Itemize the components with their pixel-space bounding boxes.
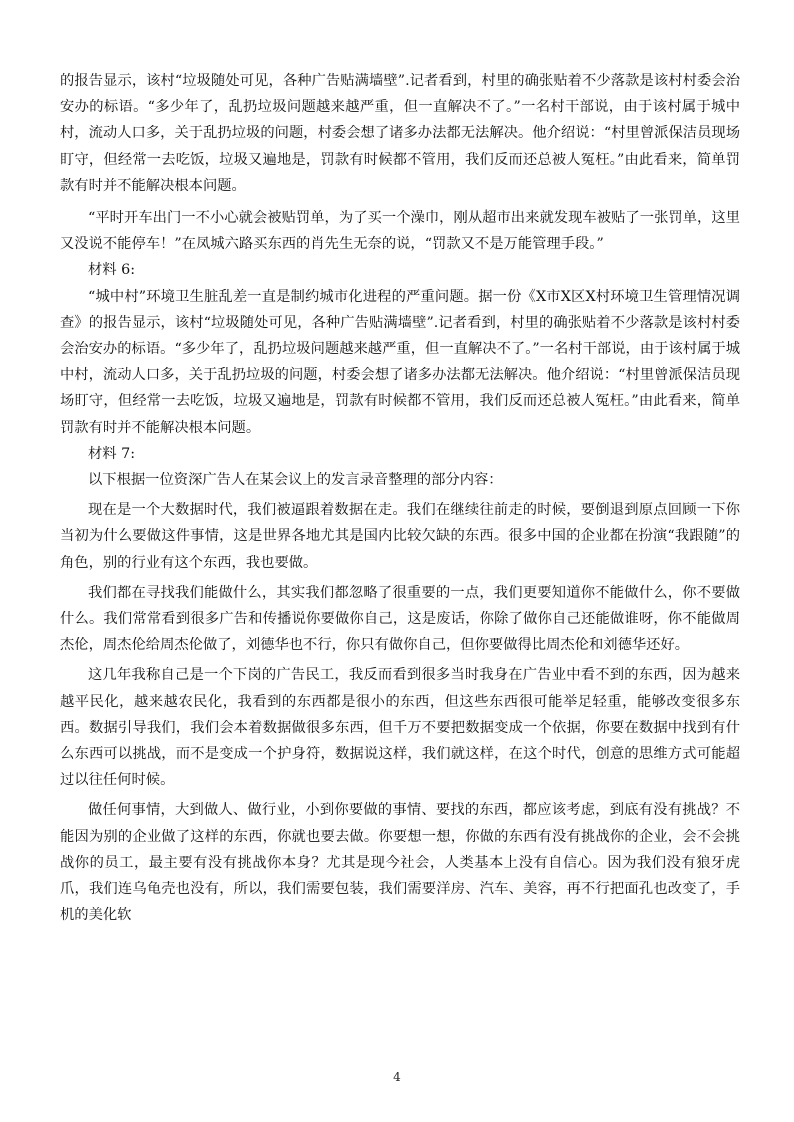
material-6-label: 材料 6: (88, 262, 136, 279)
page-number: 4 (393, 1070, 401, 1084)
paragraph-advertising-worker: 这几年我称自己是一个下岗的广告民工，我反而看到很多当时我身在广告业中看不到的东西，因为越来越平民化，越来越农民化，我看到的东西都是很小的东西，但这些东西很可能举足轻重，能够改变很多东西。数据引导我们，我们会本着数据做很多东西，但千万不要把数据变成一个依据，你要在数据中找到有什么东西可以挑战，而不是变成一个护身符，数据说这样，我们就这样，在这个时代，创意的思维方式可能超过以往任何时候。 (60, 667, 740, 789)
paragraph-material-6: “城中村”环境卫生脏乱差一直是制约城市化进程的严重问题。据一份《X市X区X村环境卫生管理情况调查》的报告显示，该村“垃圾随处可见，各种广告贴满墙壁”.记者看到，村里的确张贴着不少落款是该村村委会治安办的标语。“多少年了，乱扔垃圾问题越来越严重，但一直解决不了。”一名村干部说，由于该村属于城中村，流动人口多，关于乱扔垃圾的问题，村委会想了诸多办法都无法解决。他介绍说：“村里曾派保洁员现场盯守，但经常一去吃饭，垃圾又遍地是，罚款有时候都不管用，我们反而还总被人冤枉。”由此看来，简单罚款有时并不能解决根本问题。 (60, 288, 740, 436)
paragraph-driver-complaint: “平时开车出门一不小心就会被贴罚单，为了买一个澡巾，刚从超市出来就发现车被贴了一张罚单，这里又没说不能停车！”在凤城六路买东西的肖先生无奈的说，“罚款又不是万能管理手段。” (60, 210, 740, 253)
paragraph-continuation: 的报告显示，该村“垃圾随处可见，各种广告贴满墙壁”.记者看到，村里的确张贴着不少落款是该村村委会治安办的标语。“多少年了，乱扔垃圾问题越来越严重，但一直解决不了。”一名村干部说，由于该村属于城中村，流动人口多，关于乱扔垃圾的问题，村委会想了诸多办法都无法解决。他介绍说：“村里曾派保洁员现场盯守，但经常一去吃饭，垃圾又遍地是，罚款有时候都不管用，我们反而还总被人冤枉。”由此看来，简单罚款有时并不能解决根本问题。 (60, 73, 740, 194)
document-body (60, 68, 740, 929)
paragraph-big-data: 现在是一个大数据时代，我们被逼跟着数据在走。我们在继续往前走的时候，要倒退到原点回顾一下你当初为什么要做这件事情，这是世界各地尤其是国内比较欠缺的东西。很多中国的企业都在扮演“我跟随”的角色，别的行业有这个东西，我也要做。 (60, 502, 740, 571)
material-7-label: 材料 7: (88, 445, 136, 462)
paragraph-material-7-intro: 以下根据一位资深广告人在某会议上的发言录音整理的部分内容： (88, 472, 503, 489)
paragraph-challenge: 做任何事情，大到做人、做行业，小到你要做的事情、要找的东西，都应该考虑，到底有没有挑战？不能因为别的企业做了这样的东西，你就也要去做。你要想一想，你做的东西有没有挑战你的企业，会不会挑战你的员工，最主要有没有挑战你本身？尤其是现今社会，人类基本上没有自信心。因为我们没有狼牙虎爪，我们连乌龟壳也没有，所以，我们需要包装，我们需要洋房、汽车、美容，再不行把面孔也改变了，手机的美化软 (60, 802, 740, 924)
paragraph-what-not-to-do: 我们都在寻找我们能做什么，其实我们都忽略了很重要的一点，我们更要知道你不能做什么，你不要做什么。我们常常看到很多广告和传播说你要做你自己，这是废话，你除了做你自己还能做谁呀，你不能做周杰伦，周杰伦给周杰伦做了，刘德华也不行，你只有做你自己，但你要做得比周杰伦和刘德华还好。 (60, 584, 740, 654)
